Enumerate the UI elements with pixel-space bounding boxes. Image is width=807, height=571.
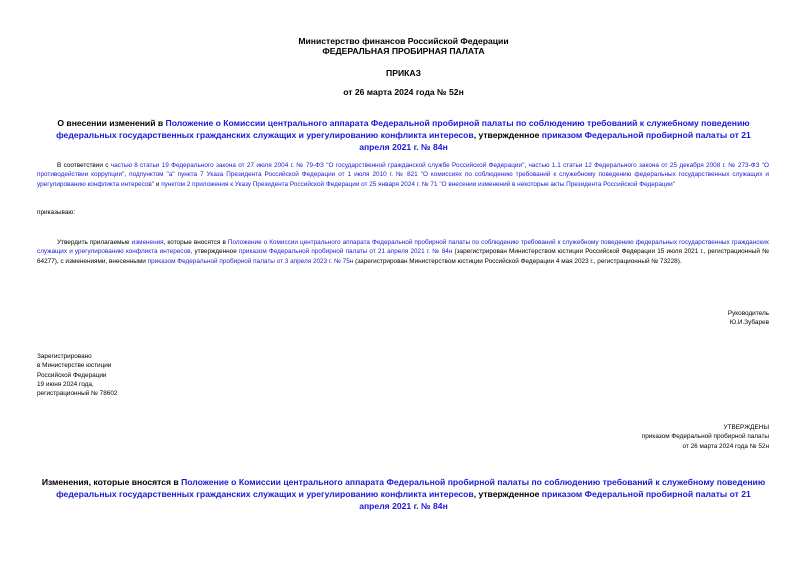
basis-text-1: В соответствии с [57,162,111,169]
approved-line-2: приказом Федеральной пробирной палаты [641,433,769,441]
registration-line-2: в Министерстве юстиции [37,362,112,370]
basis-link-ukaz-71[interactable]: пунктом 2 приложения к Указу Президента Российской Федерации от 25 января 2024 г. № 71 "О внесении изменений в некоторые акты Президента Российской Федерации" [161,180,675,188]
approve-link-regulation[interactable]: Положение о Комиссии центрального аппарата Федеральной пробирной палаты по соблюдению требований к служебному поведению федеральных государственных гражданских служащих и урегулированию конфликта интересов [37,239,769,256]
approve-text-1: Утвердить прилагаемые [57,239,132,246]
registration-line-5: регистрационный № 78602 [37,390,118,398]
chamber-name: ФЕДЕРАЛЬНАЯ ПРОБИРНАЯ ПАЛАТА [322,46,485,56]
title-middle: , утвержденное [473,130,542,140]
approve-text-3: , утвержденное [190,248,239,256]
signature-name: Ю.И.Зубарев [729,319,769,327]
approve-link-order-84n[interactable]: приказом Федеральной пробирной палаты от 21 апреля 2021 г. № 84н [238,248,453,256]
changes-title [40,476,767,512]
approve-link-order-75n[interactable]: приказом Федеральной пробирной палаты от 3 апреля 2023 г. № 75н [147,257,354,265]
approved-line-1: УТВЕРЖДЕНЫ [723,424,769,431]
basis-text-4: и [154,180,162,188]
basis-link-ukaz-821[interactable]: подпунктом "а" пункта 7 Указа Президента Российской Федерации от 1 июля 2010 г. № 821 "О комиссиях по соблюдению требований к служебному поведению федеральных государственных служащих и урегулированию конфликта интересов" [37,171,769,188]
approved-line-3: от 26 марта 2024 года № 52н [682,442,769,450]
title-link-order[interactable]: приказом Федеральной пробирной палаты от 21 апреля 2021 г. № 84н [359,130,751,152]
basis-link-273fz[interactable]: частью 1.1 статьи 12 Федерального закона от 25 декабря 2008 г. № 273-ФЗ "О противодействии коррупции" [37,162,769,179]
changes-title-middle: , утвержденное [473,489,542,499]
approved-block [642,423,769,451]
changes-title-link-order[interactable]: приказом Федеральной пробирной палаты от 21 апреля 2021 г. № 84н [359,489,751,511]
basis-link-79fz[interactable]: частью 8 статьи 19 Федерального закона от 27 июля 2004 г. № 79-ФЗ "О государственной гражданской службе Российской Федерации" [110,162,525,169]
document-title [40,117,767,153]
basis-text-3: , [124,171,130,179]
basis-text-2: , [524,162,529,169]
approve-link-changes[interactable]: изменения [131,239,164,246]
title-link-regulation[interactable]: Положение о Комиссии центрального аппарата Федеральной пробирной палаты по соблюдению требований к служебному поведению федеральных государственных гражданских служащих и урегулированию конфликта интересов [56,118,750,140]
prikazyvayu: приказываю: [37,209,75,216]
changes-title-prefix: Изменения, которые вносятся в [41,477,182,487]
org-header [0,36,807,56]
registration-line-1: Зарегистрировано [37,353,92,360]
signature-role: Руководитель [727,310,769,317]
approve-paragraph [37,238,769,266]
approve-text-2: , которые вносятся в [163,239,228,246]
signature-block [728,309,769,328]
changes-title-link-regulation[interactable]: Положение о Комиссии центрального аппарата Федеральной пробирной палаты по соблюдению требований к служебному поведению федеральных государственных гражданских служащих и урегулированию конфликта интересов [56,477,766,499]
order-title: ПРИКАЗ [386,68,421,78]
title-prefix: О внесении изменений в [57,118,166,128]
order-date: от 26 марта 2024 года № 52н [343,87,464,97]
registration-line-4: 19 июня 2024 года, [37,380,94,388]
approve-text-4: (зарегистрирован Министерством юстиции Российской Федерации 15 июля 2021 г., регистрационный № 64277), с изменениями, внесенными [37,248,769,265]
basis-paragraph [37,161,769,189]
approve-text-5: (зарегистрирован Министерством юстиции Российской Федерации 4 мая 2023 г., регистрационный № 73228). [353,257,682,265]
ministry-name: Министерство финансов Российской Федерации [298,36,509,46]
registration-line-3: Российской Федерации [37,371,107,379]
registration-block [37,352,117,398]
